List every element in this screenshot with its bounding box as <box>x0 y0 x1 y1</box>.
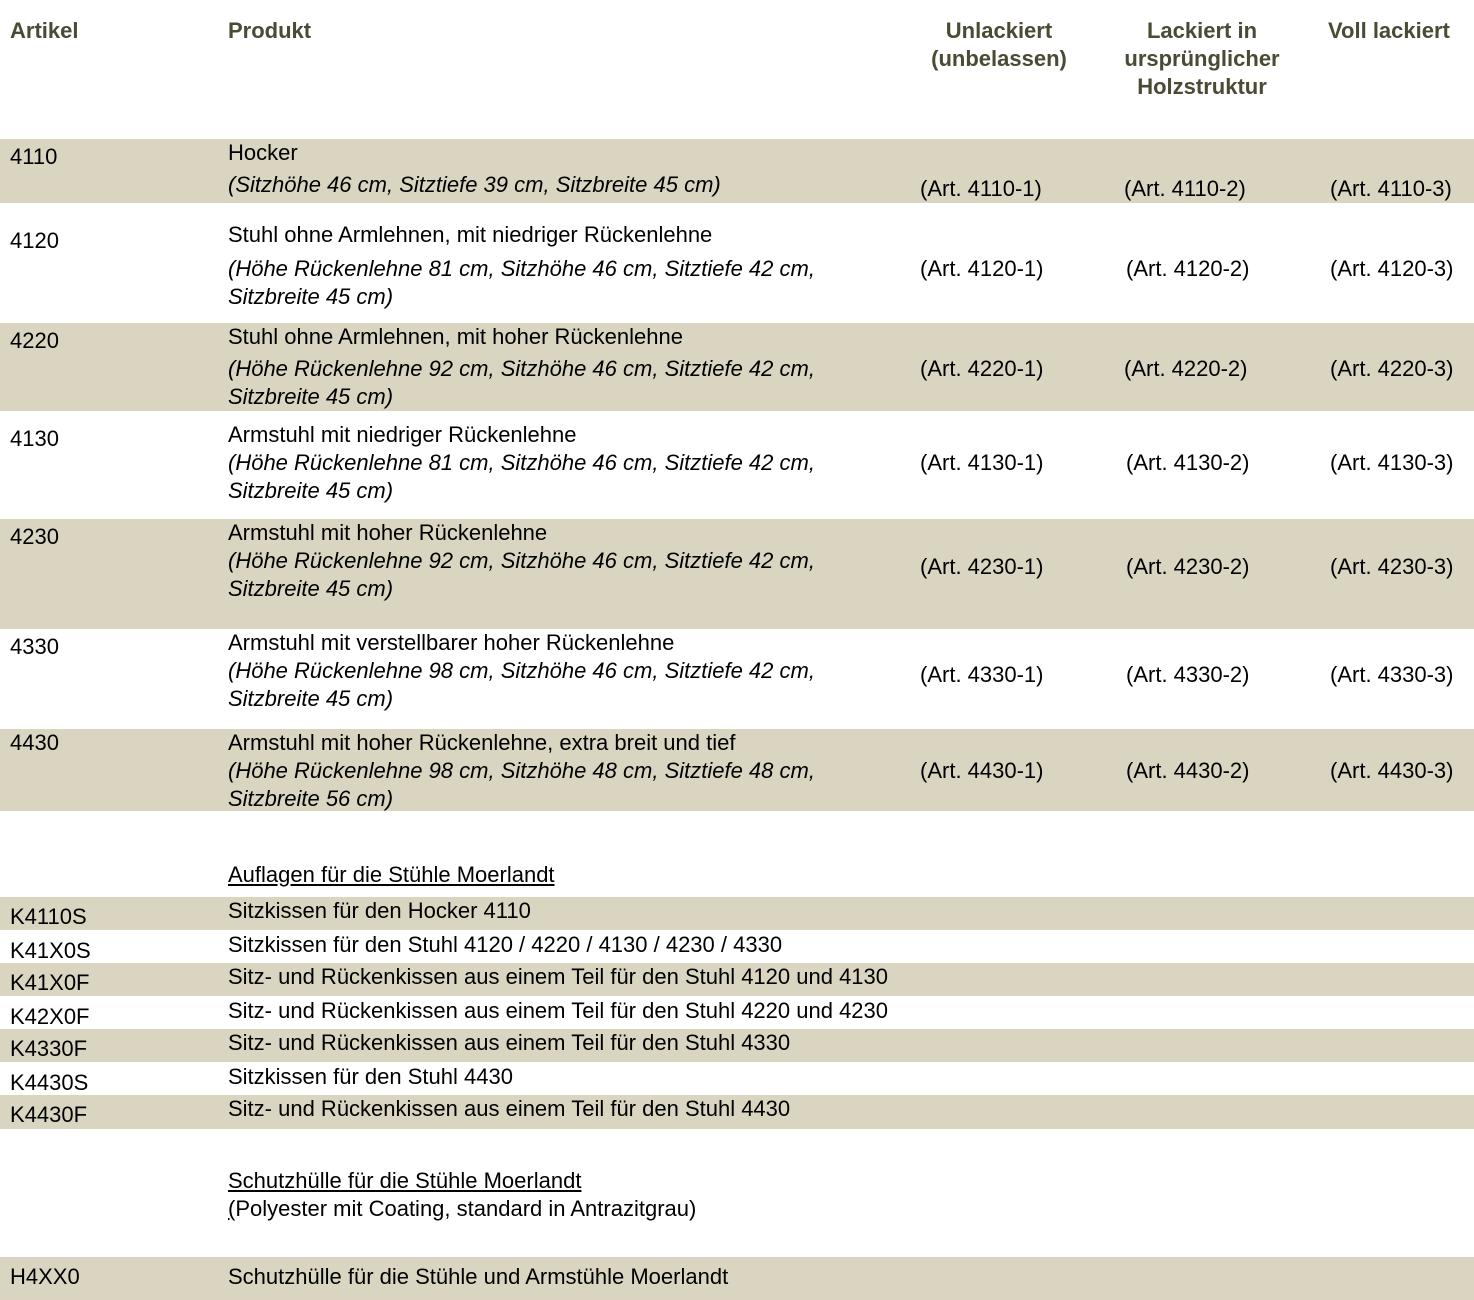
article-number: K4430F <box>10 1102 88 1127</box>
product-name: Stuhl ohne Armlehnen, mit niedriger Rückenlehne <box>228 222 713 247</box>
header-unpainted-line2: (unbelassen) <box>931 46 1067 71</box>
article-number: K4330F <box>10 1036 88 1061</box>
product-dimensions-cont: Sitzbreite 45 cm) <box>228 478 394 503</box>
cushions-heading: Auflagen für die Stühle Moerlandt <box>228 862 555 887</box>
header-full-lacquered: Voll lackiert <box>1328 18 1450 43</box>
row-band <box>0 139 1474 203</box>
product-dimensions-cont: Sitzbreite 45 cm) <box>228 686 394 711</box>
article-number: H4XX0 <box>10 1264 80 1289</box>
article-number: K4430S <box>10 1070 89 1095</box>
product-name: Sitz- und Rückenkissen aus einem Teil für den Stuhl 4120 und 4130 <box>228 964 889 989</box>
variant-unpainted: (Art. 4430-1) <box>920 758 1044 783</box>
variant-full-lacquered: (Art. 4130-3) <box>1330 450 1454 475</box>
variant-lacquered: (Art. 4120-2) <box>1126 256 1250 281</box>
product-dimensions-cont: Sitzbreite 45 cm) <box>228 284 394 309</box>
article-number: K41X0F <box>10 970 90 995</box>
product-dimensions-cont: Sitzbreite 45 cm) <box>228 384 394 409</box>
product-name: Sitzkissen für den Stuhl 4120 / 4220 / 4130 / 4230 / 4330 <box>228 932 783 957</box>
covers-heading: Schutzhülle für die Stühle Moerlandt <box>228 1168 582 1193</box>
article-number: 4230 <box>10 524 59 549</box>
product-dimensions: (Höhe Rückenlehne 92 cm, Sitzhöhe 46 cm, Sitztiefe 42 cm, <box>228 548 815 573</box>
row-band <box>0 1257 1474 1300</box>
article-number: 4120 <box>10 228 59 253</box>
article-number: 4130 <box>10 426 59 451</box>
article-number: 4110 <box>10 144 58 169</box>
product-name: Schutzhülle für die Stühle und Armstühle Moerlandt <box>228 1264 729 1289</box>
product-name: Sitz- und Rückenkissen aus einem Teil für den Stuhl 4330 <box>228 1030 791 1055</box>
header-lacquered-line1: Lackiert in <box>1146 18 1258 43</box>
product-name: Sitz- und Rückenkissen aus einem Teil für den Stuhl 4430 <box>228 1096 791 1121</box>
product-name: Stuhl ohne Armlehnen, mit hoher Rückenlehne <box>228 324 683 349</box>
variant-unpainted: (Art. 4110-1) <box>920 176 1042 201</box>
product-name: Armstuhl mit niedriger Rückenlehne <box>228 422 577 447</box>
covers-note <box>228 1195 696 1223</box>
variant-full-lacquered: (Art. 4430-3) <box>1330 758 1454 783</box>
product-name: Armstuhl mit hoher Rückenlehne, extra breit und tief <box>228 730 736 755</box>
product-dimensions: (Sitzhöhe 46 cm, Sitztiefe 39 cm, Sitzbreite 45 cm) <box>228 172 721 197</box>
article-number: K42X0F <box>10 1004 90 1029</box>
header-unpainted-line1: Unlackiert <box>945 18 1053 43</box>
variant-unpainted: (Art. 4330-1) <box>920 662 1044 687</box>
row-band <box>0 897 1474 930</box>
header-unpainted <box>910 17 1088 73</box>
variant-full-lacquered: (Art. 4110-3) <box>1330 176 1452 201</box>
product-name: Armstuhl mit verstellbarer hoher Rückenlehne <box>228 630 675 655</box>
product-dimensions: (Höhe Rückenlehne 92 cm, Sitzhöhe 46 cm, Sitztiefe 42 cm, <box>228 356 815 381</box>
variant-unpainted: (Art. 4120-1) <box>920 256 1044 281</box>
variant-full-lacquered: (Art. 4220-3) <box>1330 356 1454 381</box>
header-lacquered-line2: ursprünglicher <box>1124 46 1280 71</box>
product-name: Armstuhl mit hoher Rückenlehne <box>228 520 548 545</box>
product-name: Sitz- und Rückenkissen aus einem Teil für den Stuhl 4220 und 4230 <box>228 998 889 1023</box>
variant-full-lacquered: (Art. 4330-3) <box>1330 662 1454 687</box>
variant-unpainted: (Art. 4230-1) <box>920 554 1044 579</box>
product-dimensions: (Höhe Rückenlehne 98 cm, Sitzhöhe 46 cm, Sitztiefe 42 cm, <box>228 658 815 683</box>
variant-lacquered: (Art. 4130-2) <box>1126 450 1250 475</box>
covers-note-paren: ( <box>228 1196 236 1221</box>
variant-lacquered: (Art. 4230-2) <box>1126 554 1250 579</box>
header-article: Artikel <box>10 18 79 43</box>
article-number: 4330 <box>10 634 59 659</box>
variant-full-lacquered: (Art. 4120-3) <box>1330 256 1454 281</box>
product-dimensions: (Höhe Rückenlehne 81 cm, Sitzhöhe 46 cm, Sitztiefe 42 cm, <box>228 450 815 475</box>
covers-note-text: Polyester mit Coating, standard in Antrazitgrau) <box>235 1196 697 1221</box>
product-dimensions-cont: Sitzbreite 45 cm) <box>228 576 394 601</box>
header-product: Produkt <box>228 18 312 43</box>
product-dimensions-cont: Sitzbreite 56 cm) <box>228 786 394 811</box>
variant-lacquered: (Art. 4110-2) <box>1124 176 1246 201</box>
variant-lacquered: (Art. 4430-2) <box>1126 758 1250 783</box>
product-name: Hocker <box>228 140 298 165</box>
article-number: 4430 <box>10 730 59 755</box>
variant-unpainted: (Art. 4220-1) <box>920 356 1044 381</box>
product-name: Sitzkissen für den Hocker 4110 <box>228 898 531 923</box>
variant-lacquered: (Art. 4330-2) <box>1126 662 1250 687</box>
product-dimensions: (Höhe Rückenlehne 98 cm, Sitzhöhe 48 cm, Sitztiefe 48 cm, <box>228 758 815 783</box>
variant-lacquered: (Art. 4220-2) <box>1124 356 1248 381</box>
article-number: 4220 <box>10 328 59 353</box>
header-lacquered-line3: Holzstruktur <box>1137 74 1267 99</box>
article-number: K41X0S <box>10 938 91 963</box>
variant-full-lacquered: (Art. 4230-3) <box>1330 554 1454 579</box>
product-name: Sitzkissen für den Stuhl 4430 <box>228 1064 513 1089</box>
header-lacquered <box>1105 17 1299 101</box>
variant-unpainted: (Art. 4130-1) <box>920 450 1044 475</box>
article-number: K4110S <box>10 904 87 929</box>
product-dimensions: (Höhe Rückenlehne 81 cm, Sitzhöhe 46 cm, Sitztiefe 42 cm, <box>228 256 815 281</box>
